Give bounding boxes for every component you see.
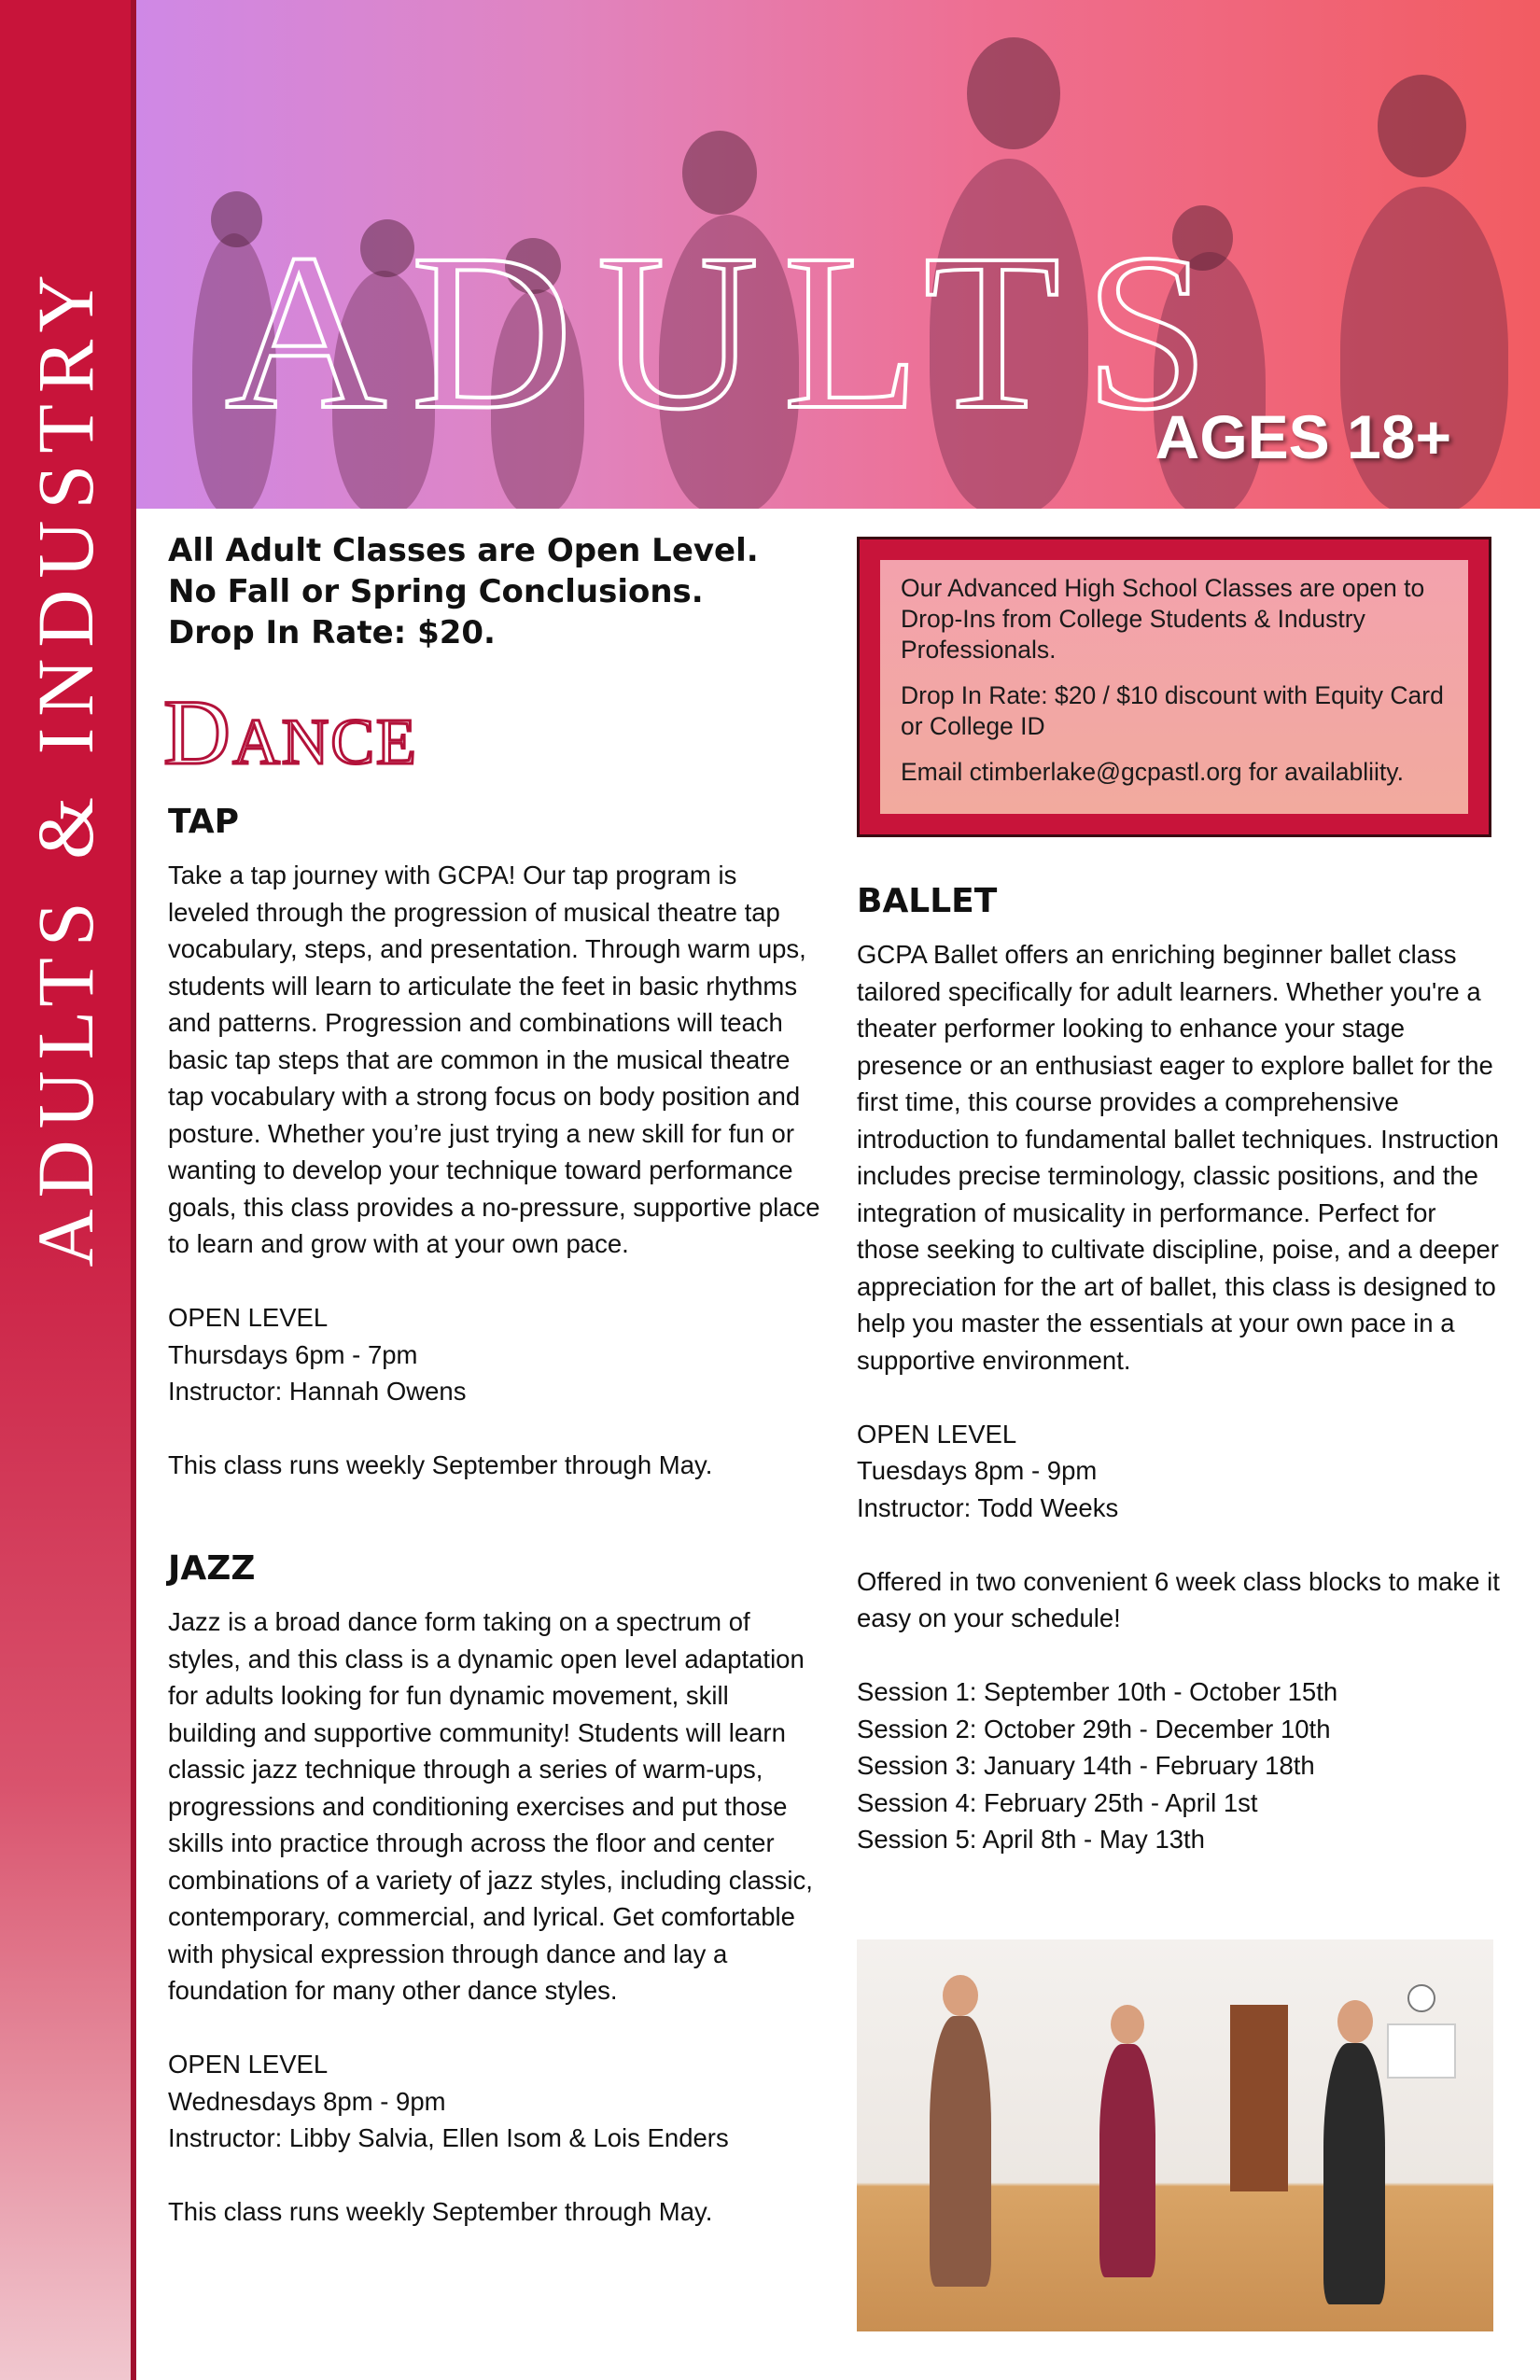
tap-runs: This class runs weekly September through May.	[168, 1450, 713, 1479]
tap-schedule: Thursdays 6pm - 7pm	[168, 1339, 418, 1369]
jazz-runs: This class runs weekly September through May.	[168, 2197, 713, 2226]
dancer-head	[682, 131, 757, 215]
class-photo	[857, 1939, 1493, 2331]
dancer-head	[1378, 75, 1466, 177]
drop-in-info-box	[857, 537, 1491, 837]
ballet-section	[857, 936, 1501, 1858]
tap-instructor: Instructor: Hannah Owens	[168, 1377, 467, 1406]
jazz-section	[168, 1603, 821, 2231]
tap-title: TAP	[168, 803, 240, 841]
info-paragraph: Our Advanced High School Classes are open to Drop-Ins from College Students & Industry Professionals.	[901, 574, 1425, 664]
session-item: Session 3: January 14th - February 18th	[857, 1751, 1315, 1780]
dancer-figure	[930, 2016, 991, 2287]
session-item: Session 5: April 8th - May 13th	[857, 1825, 1205, 1854]
info-paragraph: Drop In Rate: $20 / $10 discount with Equity Card or College ID	[901, 681, 1444, 740]
hero-title: ADULTS	[225, 207, 1234, 455]
dancer-head	[967, 37, 1060, 149]
ballet-instructor: Instructor: Todd Weeks	[857, 1492, 1119, 1522]
studio-door	[1230, 2005, 1288, 2191]
dancer-figure	[1323, 2043, 1385, 2304]
dancer-head	[943, 1975, 978, 2016]
dance-heading: Dance	[163, 680, 418, 784]
tap-section	[168, 857, 821, 1484]
session-item: Session 1: September 10th - October 15th	[857, 1677, 1338, 1706]
vertical-title: ADULTS & INDUSTRY	[21, 263, 110, 1267]
intro-notice	[168, 530, 840, 653]
jazz-title: JAZZ	[168, 1549, 256, 1588]
dancer-figure	[1099, 2044, 1155, 2277]
session-item: Session 2: October 29th - December 10th	[857, 1714, 1331, 1743]
intro-line: No Fall or Spring Conclusions.	[168, 573, 704, 610]
ballet-schedule: Tuesdays 8pm - 9pm	[857, 1456, 1098, 1485]
ballet-blocks: Offered in two convenient 6 week class blocks to make it easy on your schedule!	[857, 1566, 1500, 1632]
ballet-level: OPEN LEVEL	[857, 1419, 1017, 1449]
age-label: AGES 18+	[1155, 402, 1451, 471]
jazz-schedule: Wednesdays 8pm - 9pm	[168, 2086, 446, 2116]
intro-line: Drop In Rate: $20.	[168, 614, 496, 651]
tap-description: Take a tap journey with GCPA! Our tap program is leveled through the progression of musical theatre tap vocabulary, steps, and presentation. Through warm ups, students will learn to articulate the feet in basic rhythms and patterns. Progression and combinations will teach basic tap steps that are common in the musical theatre tap vocabulary with a strong focus on body position and posture. Whether you’re just trying a new skill for fun or wanting to develop your technique toward performance goals, this class provides a no-pressure, supportive place to learn and grow with at your own pace.	[168, 861, 820, 1258]
hero-banner	[136, 0, 1540, 509]
ballet-description: GCPA Ballet offers an enriching beginner ballet class tailored specifically for adult learners. Whether you're a theater performer looking to enhance your stage presence or an enthusiast eager to explore ballet for the first time, this course provides a comprehensive introduction to fundamental ballet techniques. Instruction includes precise terminology, classic positions, and the integration of musicality in performance. Perfect for those seeking to cultivate discipline, poise, and a deeper appreciation for the art of ballet, this class is designed to help you master the essentials at your own pace in a supportive environment.	[857, 940, 1499, 1375]
tap-level: OPEN LEVEL	[168, 1303, 329, 1332]
jazz-description: Jazz is a broad dance form taking on a spectrum of styles, and this class is a dynamic open level adaptation for adults looking for fun dynamic movement, skill building and supportive community! Students will learn classic jazz technique through a series of warm-ups, progressions and conditioning exercises and put those skills into practice through across the floor and center combinations of a variety of jazz styles, including classic, contemporary, commercial, and lyrical. Get comfortable with physical expression through dance and lay a foundation for many other dance styles.	[168, 1607, 813, 2005]
dancer-head	[1111, 2005, 1144, 2044]
info-email[interactable]: Email ctimberlake@gcpastl.org for availabliity.	[901, 758, 1404, 786]
ballet-title: BALLET	[857, 882, 998, 920]
wall-clock	[1407, 1984, 1435, 2012]
dancer-head	[1337, 2000, 1373, 2043]
session-item: Session 4: February 25th - April 1st	[857, 1787, 1258, 1817]
info-box-content	[880, 560, 1468, 814]
jazz-instructor: Instructor: Libby Salvia, Ellen Isom & Lois Enders	[168, 2123, 729, 2152]
intro-line: All Adult Classes are Open Level.	[168, 532, 759, 569]
whiteboard	[1387, 2023, 1456, 2079]
jazz-level: OPEN LEVEL	[168, 2050, 329, 2079]
